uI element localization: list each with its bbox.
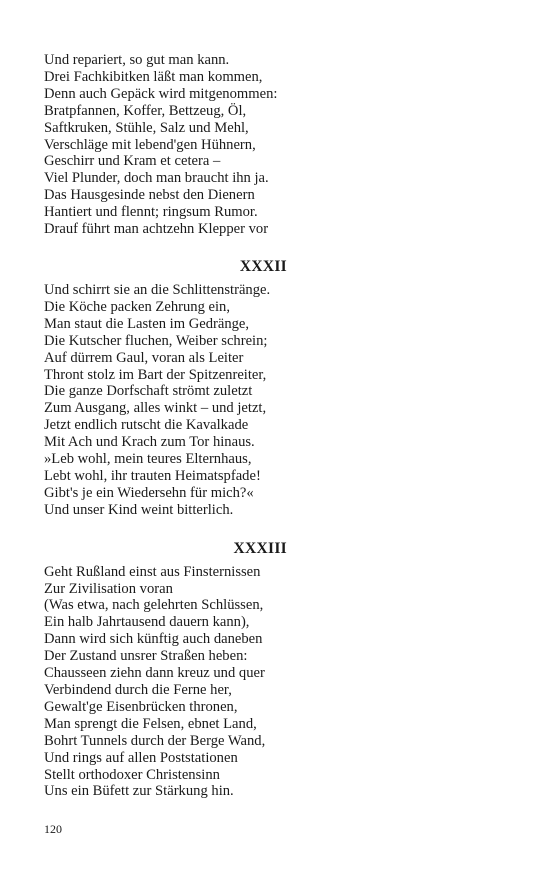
verse-line: Und rings auf allen Poststationen xyxy=(44,749,238,766)
verse-line: Viel Plunder, doch man braucht ihn ja. xyxy=(44,170,269,187)
verse-line: Und repariert, so gut man kann. xyxy=(44,52,230,68)
verse-line: Und schirrt sie an die Schlittenstränge. xyxy=(44,281,271,298)
verse-line: Saftkruken, Stühle, Salz und Mehl, xyxy=(44,119,249,136)
stanza-32 xyxy=(44,282,287,519)
verse-line: Drei Fachkibitken läßt man kommen, xyxy=(44,68,263,85)
verse-line: Denn auch Gepäck wird mitgenommen: xyxy=(44,85,278,102)
verse-line: Uns ein Büfett zur Stärkung hin. xyxy=(44,783,234,800)
verse-line: Bohrt Tunnels durch der Berge Wand, xyxy=(44,732,266,749)
verse-line: Geht Rußland einst aus Finsternissen xyxy=(44,563,261,580)
verse-line: (Was etwa, nach gelehrten Schlüssen, xyxy=(44,597,264,614)
verse-line: Gibt's je ein Wiedersehn für mich?« xyxy=(44,484,254,501)
verse-line: Dann wird sich künftig auch daneben xyxy=(44,631,263,648)
verse-line: Jetzt endlich rutscht die Kavalkade xyxy=(44,417,249,434)
verse-line: Die Köche packen Zehrung ein, xyxy=(44,298,230,315)
verse-line: »Leb wohl, mein teures Elternhaus, xyxy=(44,451,252,468)
verse-line: Drauf führt man achtzehn Klepper vor xyxy=(44,221,269,238)
stanza-heading: XXXIII xyxy=(233,539,287,557)
stanza-heading: XXXII xyxy=(239,257,287,275)
verse-line: Zum Ausgang, alles winkt – und jetzt, xyxy=(44,400,267,417)
verse-line: Verschläge mit lebend'gen Hühnern, xyxy=(44,136,256,153)
verse-line: Chausseen ziehn dann kreuz und quer xyxy=(44,665,265,682)
verse-line: Thront stolz im Bart der Spitzenreiter, xyxy=(44,366,267,383)
verse-line: Stellt orthodoxer Christensinn xyxy=(44,766,220,783)
verse-line: Lebt wohl, ihr trauten Heimatspfade! xyxy=(44,467,261,484)
verse-line: Geschirr und Kram et cetera – xyxy=(44,153,221,170)
verse-line: Gewalt'ge Eisenbrücken thronen, xyxy=(44,698,238,715)
verse-line: Hantiert und flennt; ringsum Rumor. xyxy=(44,204,258,221)
poem-text xyxy=(44,52,287,800)
stanza-33 xyxy=(44,564,287,801)
verse-line: Die Kutscher fluchen, Weiber schrein; xyxy=(44,332,268,349)
verse-line: Bratpfannen, Koffer, Bettzeug, Öl, xyxy=(44,102,247,119)
page-number: 120 xyxy=(44,822,62,836)
verse-line: Auf dürrem Gaul, voran als Leiter xyxy=(44,349,244,366)
verse-line: Ein halb Jahrtausend dauern kann), xyxy=(44,614,250,631)
verse-line: Man staut die Lasten im Gedränge, xyxy=(44,315,250,332)
verse-line: Und unser Kind weint bitterlich. xyxy=(44,501,234,518)
verse-line: Mit Ach und Krach zum Tor hinaus. xyxy=(44,434,255,451)
verse-line: Die ganze Dorfschaft strömt zuletzt xyxy=(44,383,253,400)
verse-line: Das Hausgesinde nebst den Dienern xyxy=(44,187,255,204)
verse-line: Man sprengt die Felsen, ebnet Land, xyxy=(44,715,257,732)
stanza-31-continuation xyxy=(44,52,287,238)
verse-line: Der Zustand unsrer Straßen heben: xyxy=(44,648,248,665)
verse-line: Verbindend durch die Ferne her, xyxy=(44,682,232,698)
verse-line: Zur Zivilisation voran xyxy=(44,580,173,597)
